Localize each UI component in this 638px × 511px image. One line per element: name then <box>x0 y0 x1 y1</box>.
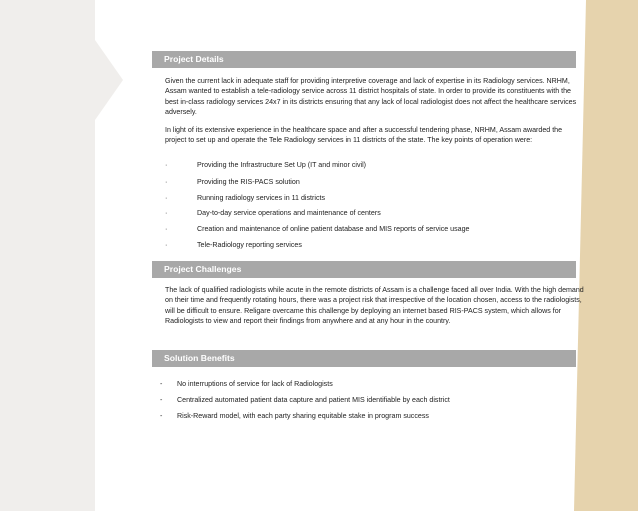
dash-mark: - <box>160 412 163 420</box>
project-details-paragraph-2: In light of its extensive experience in the healthcare space and after a successful tendering phase, NRHM, Assam awarded the project to set up and operate the Tele Radiology services in 11 districts of the state. The key points of operation were: <box>165 126 563 145</box>
project-challenges-heading: Project Challenges <box>152 261 576 278</box>
list-item-text: Tele-Radiology reporting services <box>197 241 302 249</box>
list-item-text: No interruptions of service for lack of Radiologists <box>177 380 333 388</box>
dash-mark: - <box>160 396 163 404</box>
list-item-text: Providing the Infrastructure Set Up (IT and minor civil) <box>197 161 367 169</box>
list-item-text: Providing the RIS-PACS solution <box>197 178 300 186</box>
list-item-text: Running radiology services in 11 districts <box>197 194 326 202</box>
solution-benefits-heading: Solution Benefits <box>152 350 576 367</box>
list-item-text: Centralized automated patient data capture and patient MIS identifiable by each district <box>177 396 450 404</box>
bullet-mark: · <box>165 241 168 249</box>
bullet-mark: · <box>165 161 168 169</box>
bullet-mark: · <box>165 225 168 233</box>
list-item-text: Creation and maintenance of online patient database and MIS reports of service usage <box>197 225 470 233</box>
project-details-paragraph-1: Given the current lack in adequate staff for providing interpretive coverage and lack of expertise in its Radiology services. NRHM, Assam wanted to establish a tele-radiology service across 11 district hospitals of state. In order to provide its constituents with the best in-class radiology services 24x7 in its districts ensuring that any lack of local radiologist does not affect the healthcare services adversely. <box>165 77 577 116</box>
bullet-mark: · <box>165 194 168 202</box>
list-item-text: Risk-Reward model, with each party sharing equitable stake in program success <box>177 412 429 420</box>
list-item-text: Day-to-day service operations and maintenance of centers <box>197 209 381 217</box>
bullet-mark: · <box>165 209 168 217</box>
bullet-mark: · <box>165 178 168 186</box>
dash-mark: - <box>160 380 163 388</box>
project-challenges-paragraph: The lack of qualified radiologists while acute in the remote districts of Assam is a challenge faced all over India. With the high demand on their time and frequently rotating hours, there was a project risk that irrespective of the location chosen, access to the radiologists, will be difficult to ensure. Religare overcame this challenge by deploying an internet based RIS-PACS system, which allows for Radiologists to view and report their findings from anywhere and at any hour in the country. <box>165 286 584 325</box>
project-details-heading: Project Details <box>152 51 576 68</box>
